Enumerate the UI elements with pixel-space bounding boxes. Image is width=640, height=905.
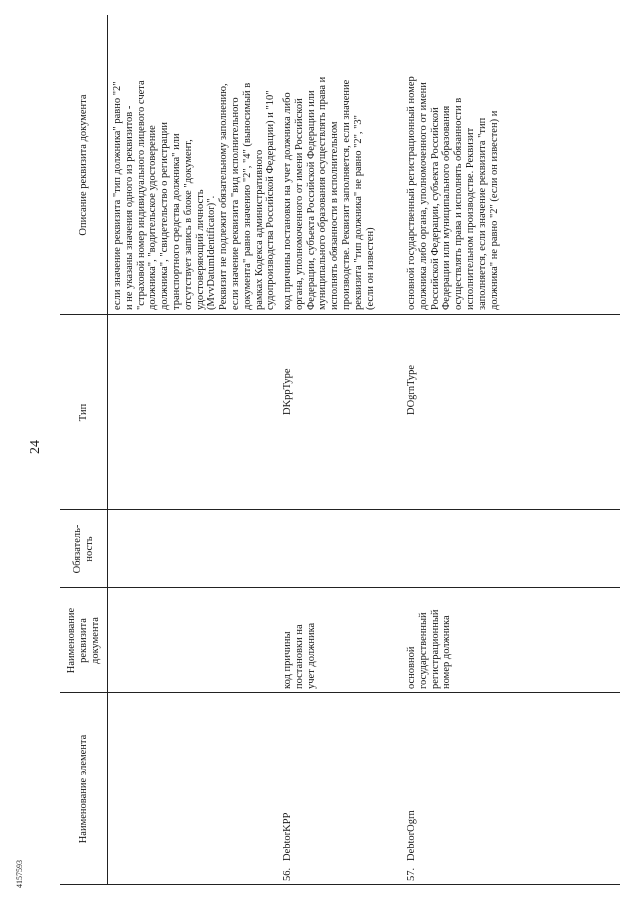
- row-type: DOgrnType: [406, 364, 417, 415]
- header-doc-name: Наименование реквизита документа: [65, 607, 101, 674]
- row-description: основной государственный регистрационный номер должника либо органа, уполномоченного от имени Российской Федерации, субъекта Российской Федерации или муниципального образования осуществлять права и исполнять обязанности в исполнительном производстве. Реквизит заполняется, если значение реквизита "тип должника" не равно "2" (если он известен) и: [406, 76, 500, 310]
- table-border-left: [60, 884, 620, 885]
- column-divider: [60, 587, 620, 588]
- row-doc-name: основной государственный регистрационный номер должника: [406, 609, 453, 689]
- header-separator: [107, 15, 108, 885]
- row-number: 56.: [282, 867, 293, 881]
- header-mandatory: Обязатель- ность: [71, 524, 95, 574]
- row-description: код причины постановки на учет должника либо органа, уполномоченного от имени Российской Федерации, субъекта Российской Федерации или муниципального образования осуществлять права и исполнять обязанности в исполнительном производстве. Реквизит заполняется, если значение реквизита "тип должника" не равно "2", "3" (если он известен): [282, 76, 376, 310]
- column-divider: [60, 509, 620, 510]
- header-description: Описание реквизита документа: [77, 94, 89, 236]
- rotated-table-sheet: [60, 15, 620, 885]
- column-divider: [60, 314, 620, 315]
- column-divider: [60, 692, 620, 693]
- row-doc-name: код причины постановки на учет должника: [282, 622, 317, 689]
- row-element-name: DebtorKPP: [282, 812, 293, 861]
- row-element-name: DebtorOgrn: [406, 810, 417, 861]
- header-type: Тип: [77, 403, 89, 422]
- header-element-name: Наименование элемента: [77, 734, 89, 844]
- page-number: 24: [28, 440, 43, 454]
- document-side-number: 4157593: [15, 860, 24, 888]
- row-number: 57.: [406, 867, 417, 881]
- continuation-text: если значение реквизита "тип должника" равно "2" и не указаны значения одного из реквизитов - "страховой номер индивидуального лицевого счета должника", "водительское удостоверение должника", "свидетельство о регистрации транспортного средства должника" или отсутствует запись в блоке "документ, удостоверяющий личность (MvvDatumIdentificator)". Реквизит не подлежит обязательному заполнению, если значение реквизита "вид исполнительного документа" равно значению "2", "4" (выносимый в рамках Кодекса административного судопроизводства Российской Федерации) и "10": [112, 80, 277, 310]
- row-type: DKppType: [282, 368, 293, 415]
